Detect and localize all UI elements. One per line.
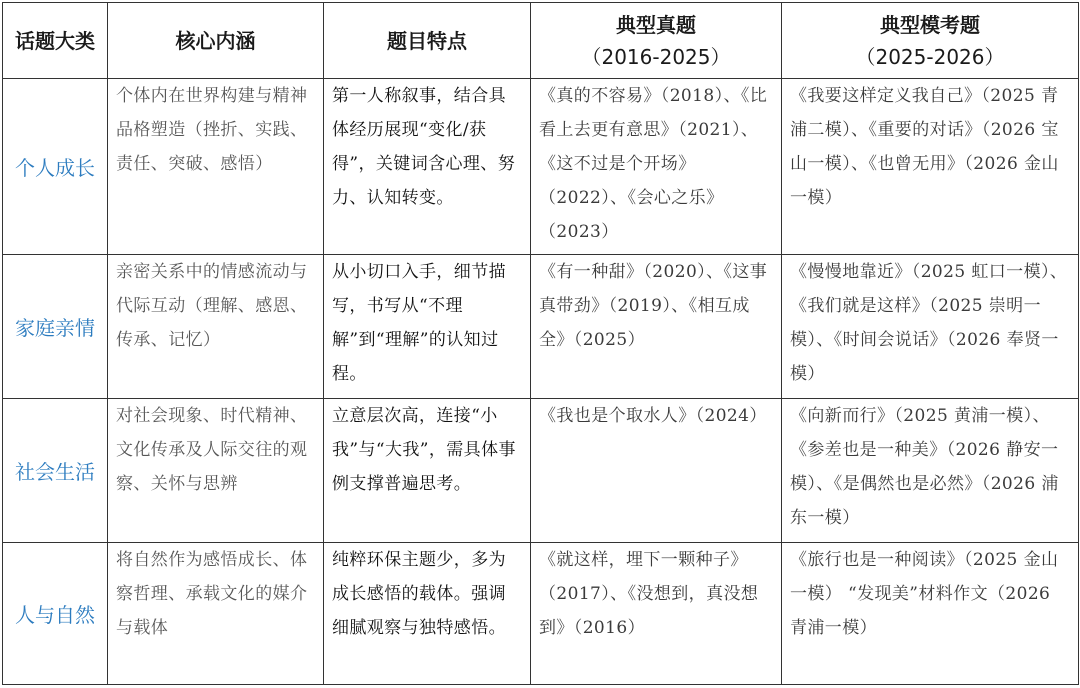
features-cell: 纯粹环保主题少，多为成长感悟的载体。强调细腻观察与独特感悟。 (324, 543, 531, 685)
table-row (3, 543, 1079, 685)
topic-summary-table (2, 2, 1079, 685)
meaning-cell: 对社会现象、时代精神、文化传承及人际交往的观察、关怀与思辨 (108, 399, 324, 543)
header-real-exams (531, 3, 782, 79)
mock-exam-cell: 《我要这样定义我自己》（2025 青浦二模）、《重要的对话》（2026 宝山一模）、《也曾无用》（2026 金山一模） (782, 79, 1079, 255)
header-real-title: 典型真题 (616, 12, 696, 37)
header-mock-years: （2025-2026） (855, 44, 1005, 69)
real-exam-cell: 《就这样，埋下一颗种子》（2017）、《没想到，真没想到》（2016） (531, 543, 782, 685)
topic-cell: 家庭亲情 (3, 255, 108, 399)
features-cell: 第一人称叙事，结合具体经历展现“变化/获得”，关键词含心理、努力、认知转变。 (324, 79, 531, 255)
header-mock-title: 典型模考题 (880, 12, 980, 37)
real-exam-cell: 《真的不容易》（2018）、《比看上去更有意思》（2021）、《这不过是个开场》（2022）、《会心之乐》（2023） (531, 79, 782, 255)
header-features: 题目特点 (324, 3, 531, 79)
header-mock-exams (782, 3, 1079, 79)
header-topic: 话题大类 (3, 3, 108, 79)
meaning-cell: 个体内在世界构建与精神品格塑造（挫折、实践、责任、突破、感悟） (108, 79, 324, 255)
header-row (3, 3, 1079, 79)
header-real-years: （2016-2025） (581, 44, 731, 69)
features-cell: 从小切口入手，细节描写，书写从“不理解”到“理解”的认知过程。 (324, 255, 531, 399)
real-exam-cell: 《有一种甜》（2020）、《这事真带劲》（2019）、《相互成全》（2025） (531, 255, 782, 399)
meaning-cell: 亲密关系中的情感流动与代际互动（理解、感恩、传承、记忆） (108, 255, 324, 399)
real-exam-cell: 《我也是个取水人》（2024） (531, 399, 782, 543)
topic-cell: 个人成长 (3, 79, 108, 255)
mock-exam-cell: 《旅行也是一种阅读》（2025 金山一模） “发现美”材料作文（2026 青浦一模） (782, 543, 1079, 685)
topic-cell: 人与自然 (3, 543, 108, 685)
mock-exam-cell: 《向新而行》（2025 黄浦一模）、《参差也是一种美》（2026 静安一模）、《是偶然也是必然》（2026 浦东一模） (782, 399, 1079, 543)
table-row (3, 399, 1079, 543)
mock-exam-cell: 《慢慢地靠近》（2025 虹口一模）、《我们就是这样》（2025 崇明一模）、《时间会说话》（2026 奉贤一模） (782, 255, 1079, 399)
header-meaning: 核心内涵 (108, 3, 324, 79)
topic-cell: 社会生活 (3, 399, 108, 543)
table-row (3, 255, 1079, 399)
meaning-cell: 将自然作为感悟成长、体察哲理、承载文化的媒介与载体 (108, 543, 324, 685)
features-cell: 立意层次高，连接“小我”与“大我”，需具体事例支撑普遍思考。 (324, 399, 531, 543)
table-row (3, 79, 1079, 255)
